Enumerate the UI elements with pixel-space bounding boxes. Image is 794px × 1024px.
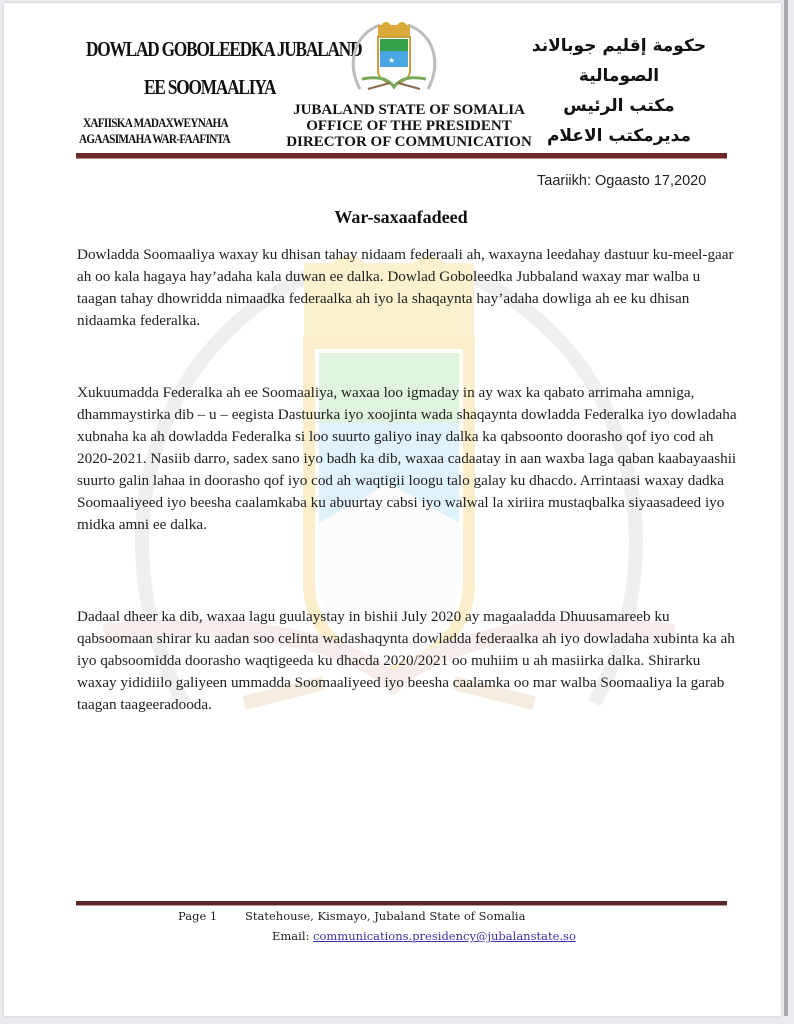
header-divider	[76, 153, 727, 159]
footer-page-number: Page 1	[178, 909, 218, 923]
footer-email-link[interactable]: communications.presidency@jubalanstate.so	[313, 929, 576, 943]
letterhead-english	[274, 102, 544, 150]
footer-email-line	[272, 929, 576, 943]
footer-divider	[76, 901, 727, 906]
footer-address: Statehouse, Kismayo, Jubaland State of Somalia	[245, 909, 526, 923]
date-line: Taariikh: Ogaasto 17,2020	[537, 173, 707, 189]
letterhead-somali-line1: DOWLAD GOBOLEEDKA JUBALAND	[86, 37, 362, 61]
coat-of-arms-icon	[342, 19, 446, 99]
letterhead-somali-line2: EE SOOMAALIYA	[144, 75, 276, 99]
paragraph-1: Dowladda Soomaaliya waxay ku dhisan tahay nidaam federaali ah, waxayna leedahay dastuur ku-meel-gaar ah oo kala hagaya hay’adaha kala duwan ee dalka. Dowlad Goboleedka Jubbaland waxay mar walba u taagan tahay dhowridda nimaadka federaalka ah iyo la shaqaynta hay’adaha dowliga ah ee ku dhisan nidaamka federalka.	[77, 246, 734, 329]
letterhead-arabic-line2: مكتب الرئيس	[563, 96, 675, 116]
letterhead-english-line2: OFFICE OF THE PRESIDENT	[306, 118, 512, 134]
letterhead-arabic	[514, 31, 724, 151]
paragraph-2: Xukuumadda Federalka ah ee Soomaaliya, waxaa loo igmaday in ay wax ka qabato arrimaha amniga, dhammaystirka dib – u – eegista Dastuurka iyo xoojinta wada shaqaynta dowladda Federalka iyo dowladaha xubnaha ka ah dowladda Federalka si loo suurto galiyo inay dalka ka qabsoonto doorasho qof iyo cod ah 2020-2021. Nasiib darro, sadex sano iyo badh ka dib, waxaa cadaatay in aan waxba laga qaban kaabayaashii suurto galin lahaa in doorasho qof iyo cod ah waqtigii loogu talo galay ku dhacdo. Arrintaasi waxay dadka Soomaaliyeed iyo beesha caalamkaba ku abuurtay cabsi iyo walwal la xiriira mustaqbalka siyaasadeed iyo midka amni ee dalka.	[77, 384, 737, 533]
paragraph-3: Dadaal dheer ka dib, waxaa lagu guulaystay in bishii July 2020 ay magaaladda Dhuusamareeb ku qabsoomaan shirar ku aadan soo celinta wadashaqynta dowladda federaalka ah iyo dowladaha xubinta ka ah iyo qabsoomidda doorasho waqtigeeda ku dhacda 2020/2021 oo muhiim u ah masiirka dalka. Shirarku waxay yididiilo galiyeen ummadda Soomaaliyeed iyo beesha caalamka oo mar walba Soomaaliya la garab taagan taageeradooda.	[77, 608, 735, 713]
footer-email-label: Email:	[272, 929, 314, 943]
document-title: War-saxaafadeed	[334, 207, 468, 227]
letterhead-arabic-line3: مديرمكتب الاعلام	[546, 126, 692, 146]
letterhead-english-line3: DIRECTOR OF COMMUNICATION	[286, 134, 532, 150]
letterhead-arabic-line1: حكومة إقليم جوبالاند الصومالية	[531, 36, 707, 86]
letterhead-somali-director: AGAASIMAHA WAR-FAAFINTA	[79, 131, 230, 146]
letterhead-english-line1: JUBALAND STATE OF SOMALIA	[293, 102, 525, 118]
vertical-scrollbar[interactable]	[784, 0, 788, 1016]
letterhead-somali-office: XAFIISKA MADAXWEYNAHA	[83, 115, 228, 130]
document-page	[4, 3, 781, 1016]
svg-text:★: ★	[388, 56, 396, 65]
